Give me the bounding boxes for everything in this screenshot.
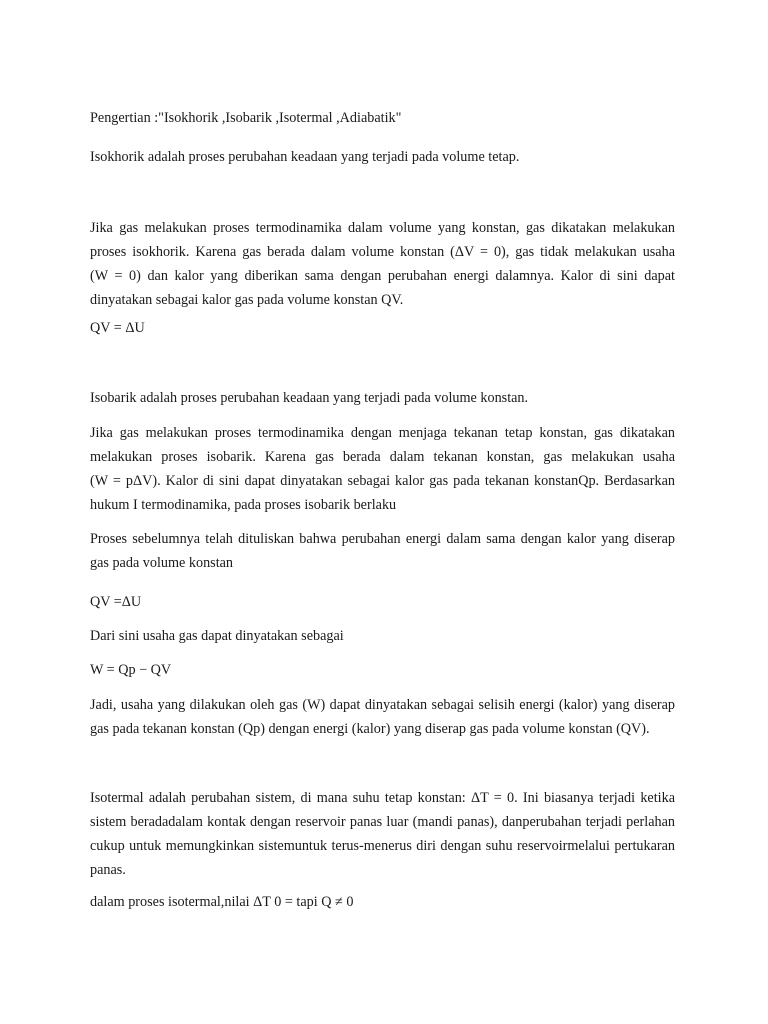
paragraph-proses-sebelumnya: [90, 527, 675, 575]
text-line: dalam proses isotermal,nilai ΔT 0 = tapi Q ≠ 0: [90, 894, 354, 910]
text-line: Jadi, usaha yang dilakukan oleh gas (W) dapat dinyatakan sebagai selisih energi (kalor) yang diserap: [90, 697, 675, 713]
text-line: dinyatakan sebagai kalor gas pada volume konstan QV.: [90, 292, 404, 308]
text-line: Isokhorik adalah proses perubahan keadaan yang terjadi pada volume tetap.: [90, 149, 520, 165]
text-line: sistem beradadalam kontak dengan reservoir panas luar (mandi panas), danperubahan terjadi perlahan: [90, 814, 675, 830]
paragraph-isobarik-def: [90, 386, 675, 410]
text-line: W = Qp − QV: [90, 662, 172, 678]
paragraph-isotermal-nilai: [90, 890, 675, 914]
paragraph-isokhorik-explain: [90, 216, 675, 312]
paragraph-title: [90, 106, 675, 130]
text-line: Proses sebelumnya telah dituliskan bahwa perubahan energi dalam sama dengan kalor yang diserap: [90, 531, 675, 547]
text-line: gas pada tekanan konstan (Qp) dengan energi (kalor) yang diserap gas pada volume konstan (QV).: [90, 721, 650, 737]
text-line: panas.: [90, 862, 126, 878]
paragraph-jadi: [90, 693, 675, 741]
text-line: QV =ΔU: [90, 594, 142, 610]
text-line: Jika gas melakukan proses termodinamika dalam volume yang konstan, gas dikatakan melakukan: [90, 220, 675, 236]
text-line: Jika gas melakukan proses termodinamika dengan menjaga tekanan tetap konstan, gas dikatakan: [90, 425, 675, 441]
text-line: Isotermal adalah perubahan sistem, di mana suhu tetap konstan: ΔT = 0. Ini biasanya terjadi ketika: [90, 790, 675, 806]
text-line: cukup untuk memungkinkan sistemuntuk terus-menerus diri dengan suhu reservoirmelalui pertukaran: [90, 838, 675, 854]
text-line: hukum I termodinamika, pada proses isobarik berlaku: [90, 497, 397, 513]
text-line: melakukan proses isobarik. Karena gas berada dalam tekanan konstan, gas melakukan usaha: [90, 449, 675, 465]
text-line: Pengertian :"Isokhorik ,Isobarik ,Isotermal ,Adiabatik": [90, 110, 402, 126]
paragraph-isokhorik-def: [90, 145, 675, 169]
paragraph-isobarik-explain: [90, 421, 675, 517]
text-line: (W = 0) dan kalor yang diberikan sama dengan perubahan energi dalamnya. Kalor di sini dapat: [90, 268, 675, 284]
paragraph-eq1: [90, 316, 675, 340]
text-line: proses isokhorik. Karena gas berada dalam volume konstan (ΔV = 0), gas tidak melakukan usaha: [90, 244, 675, 260]
paragraph-eq2: [90, 590, 675, 614]
text-line: (W = pΔV). Kalor di sini dapat dinyatakan sebagai kalor gas pada tekanan konstanQp. Berdasarkan: [90, 473, 675, 489]
text-line: gas pada volume konstan: [90, 555, 234, 571]
paragraph-eq3: [90, 658, 675, 682]
text-line: Isobarik adalah proses perubahan keadaan yang terjadi pada volume konstan.: [90, 390, 529, 406]
text-line: Dari sini usaha gas dapat dinyatakan sebagai: [90, 628, 344, 644]
text-line: QV = ΔU: [90, 320, 145, 336]
paragraph-dari-sini: [90, 624, 675, 648]
paragraph-isotermal-def: [90, 786, 675, 882]
